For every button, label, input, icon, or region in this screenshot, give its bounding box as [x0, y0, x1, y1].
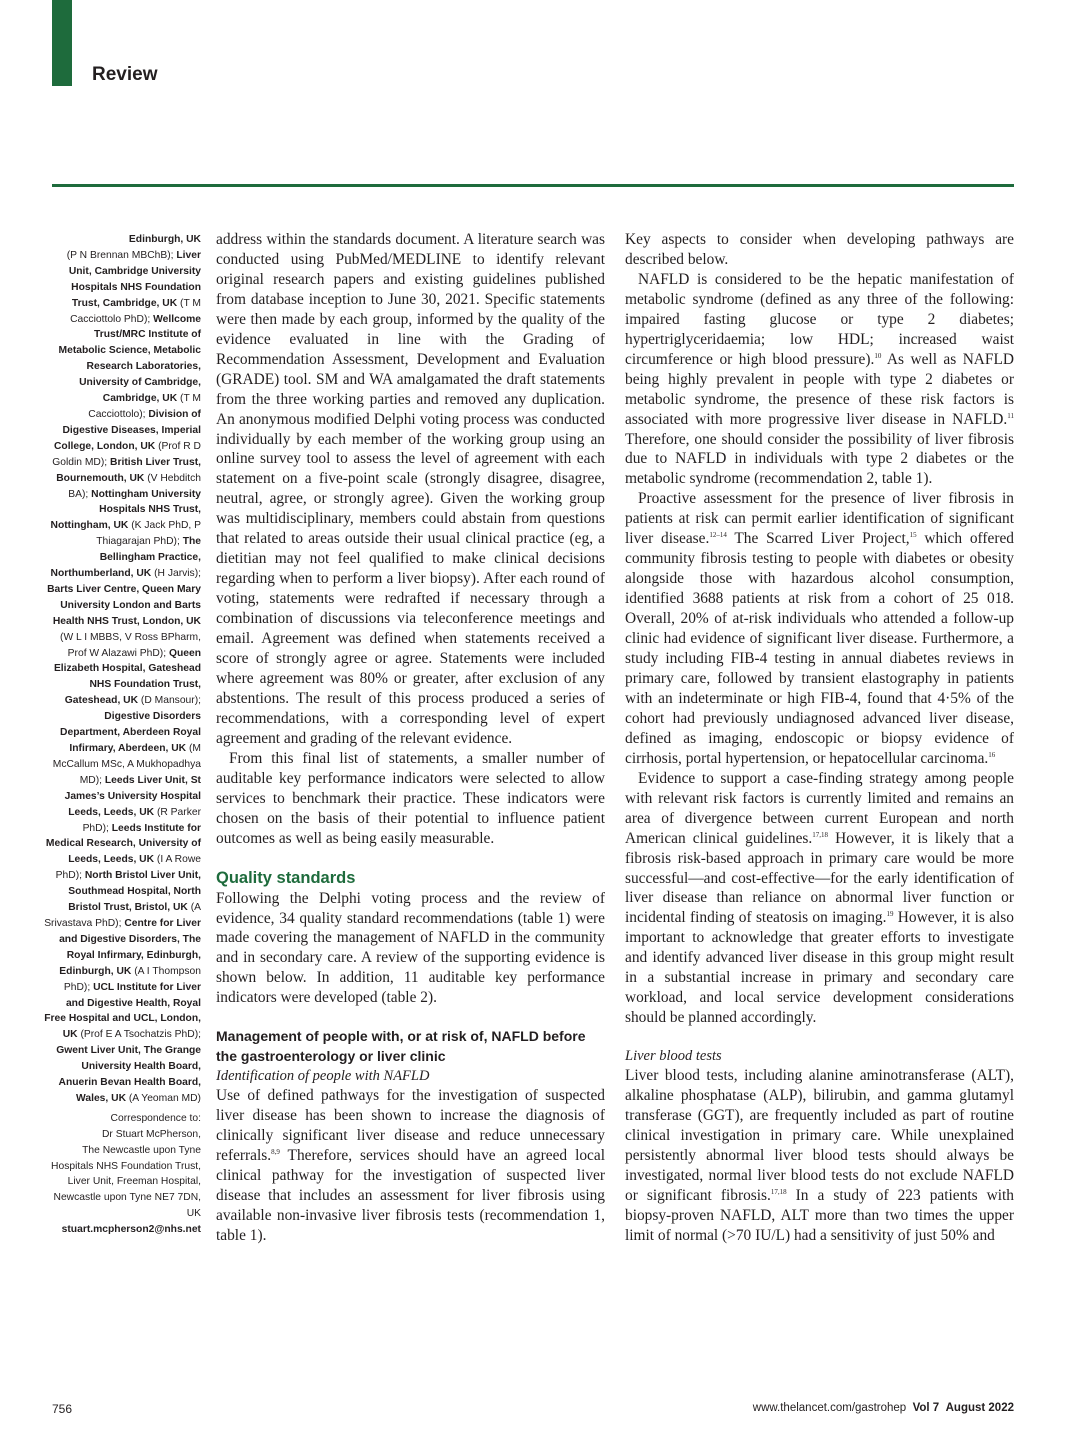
- affiliation-people: (A I Thompson PhD);: [63, 965, 201, 993]
- journal-volume: Vol 7: [912, 1402, 940, 1414]
- text-run: The Scarred Liver Project,: [726, 530, 910, 548]
- affiliation-org: Nottingham University Hospitals NHS Trust, Nottingham, UK: [50, 488, 201, 532]
- reference[interactable]: 19: [886, 910, 894, 919]
- affiliation-people: (Prof E A Tsochatzis PhD);: [77, 1029, 201, 1041]
- affiliation-people: (Prof R D Goldin MD);: [52, 440, 201, 468]
- reference[interactable]: 11: [1007, 411, 1014, 420]
- paragraph: [216, 1086, 605, 1246]
- section-label: Review: [92, 64, 158, 85]
- affiliation-org: Barts Liver Centre, Queen Mary University London and Barts Health NHS Trust, London, UK: [47, 583, 201, 627]
- correspondence-email[interactable]: stuart.mcpherson2@nhs.net: [61, 1224, 201, 1236]
- paragraph: [625, 769, 1014, 1028]
- journal-date: August 2022: [945, 1402, 1014, 1414]
- affiliation-people: (A Srivastava PhD);: [44, 902, 201, 929]
- affiliation-org: UCL Institute for Liver and Digestive Health, Royal Free Hospital and UCL, London, UK: [44, 981, 201, 1041]
- journal-url[interactable]: www.thelancet.com/gastrohep: [752, 1402, 907, 1414]
- affiliation-org: Centre for Liver and Digestive Disorders, The Royal Infirmary, Edinburgh, Edinburgh, UK: [59, 917, 201, 977]
- text-run: Use of defined pathways for the investigation of suspected liver disease has been shown to increase the diagnosis of clinically significant liver disease and reduce unnecessary referrals.: [216, 1087, 605, 1165]
- correspondence-label: Correspondence to:: [110, 1112, 201, 1124]
- subheading-identification: Identification of people with NAFLD: [216, 1068, 430, 1085]
- text-run: However, it is also important to acknowledge that greater efforts to investigate and identify advanced liver disease in this group might result in a substantial increase in primary and secondary care workload, and local service development considerations should be planned accordingly.: [625, 909, 1014, 1027]
- reference[interactable]: 15: [909, 531, 917, 540]
- text-run: Liver blood tests, including alanine aminotransferase (ALT), alkaline phosphatase (ALP), bilirubin, and gamma glutamyl transferase (GGT), are frequently included as part of routine clinical investigation in primary care. While unexplained persistently abnormal liver blood tests should always be investigated, normal liver blood tests do not exclude NAFLD or significant fibrosis.: [625, 1067, 1014, 1204]
- text-run: Proactive assessment for the presence of liver fibrosis in patients at risk can permit earlier identification of significant liver disease.: [625, 490, 1014, 548]
- affiliation-org: Digestive Disorders Department, Aberdeen Royal Infirmary, Aberdeen, UK: [60, 711, 201, 754]
- reference[interactable]: 17,18: [812, 830, 829, 839]
- text-run: Evidence to support a case-finding strategy among people with relevant risk factors is currently limited and remains an area of divergence between current European and north American clinical guidelines.: [625, 769, 1014, 847]
- reference[interactable]: 16: [988, 750, 996, 759]
- correspondence: [44, 1111, 201, 1238]
- affiliation-org: Leeds Liver Unit, St James’s University Hospital Leeds, Leeds, UK: [64, 774, 201, 818]
- correspondence-name: Dr Stuart McPherson,: [102, 1128, 201, 1140]
- affiliation-people: (P N Brennan MBChB);: [66, 249, 177, 261]
- header-rule: [52, 184, 1014, 187]
- affiliation-people: (M McCallum MSc, A Mukhopadhya MD);: [52, 743, 201, 786]
- affiliation-org: Liver Unit, Cambridge University Hospitals NHS Foundation Trust, Cambridge, UK: [68, 249, 201, 309]
- reference[interactable]: 8,9: [271, 1148, 280, 1157]
- paragraph: From this final list of statements, a smaller number of auditable key performance indicators were selected to allow services to benchmark their practice. These indicators were chosen on the basis of their potential to influence patient outcomes as well as being easily measurable.: [216, 749, 605, 847]
- text-run: Therefore, one should consider the possibility of liver fibrosis due to NAFLD in individuals with type 2 diabetes or the metabolic syndrome (recommendation 2, table 1).: [625, 430, 1014, 488]
- text-column-1: [216, 230, 605, 1246]
- page-number: 756: [52, 1402, 73, 1416]
- affiliation-people: (I A Rowe PhD);: [55, 854, 201, 882]
- affiliation-people: (K Jack PhD, P Thiagarajan PhD);: [96, 520, 201, 548]
- paragraph: [625, 270, 1014, 489]
- paragraph: address within the standards document. A literature search was conducted using PubMed/MEDLINE to identify relevant original research papers and existing guidelines published from database inception to June 30, 2021. Specific statements were then made by each group, informed by the quality of the evidence evaluated in line with the Grading of Recommendation Assessment, Development and Evaluation (GRADE) tool. SM and WA amalgamated the draft statements from the three working parties and removed any duplication. An anonymous modified Delphi voting process was conducted individually by each member of the working group using an online survey tool to assess the level of agreement with each statement on a five-point scale (strongly disagree, disagree, neutral, agree, or strongly agree). Given the working group was multidisciplinary, members could abstain from questions that related to areas outside their usual clinical practice (eg, a dietitian may not feel qualified to make clinical decisions regarding when to perform a liver biopsy). After each round of voting, statements were redrafted if necessary through a combination of discussions via teleconference meetings and email. Agreement was defined when statements received a score of strongly agree or agree. Statements were included where agreement was 80% or greater, after exclusion of any abstentions. The result of this process produced a series of recommendations, with a corresponding level of expert agreement and grading of the relevant evidence.: [216, 231, 605, 747]
- affiliation-org: British Liver Trust, Bournemouth, UK: [56, 456, 201, 484]
- subheading-management: Management of people with, or at risk of, NAFLD before the gastroenterology or liver clinic: [216, 1028, 586, 1065]
- affiliation-people: (V Hebditch BA);: [68, 472, 201, 500]
- text-column-2: [625, 230, 1014, 1246]
- subheading-liver-blood-tests: Liver blood tests: [625, 1048, 722, 1065]
- affiliation-org: Division of Digestive Diseases, Imperial College, London, UK: [53, 408, 201, 452]
- affiliation-org: Gwent Liver Unit, The Grange University Health Board, Anuerin Bevan Health Board, Wales, UK: [56, 1045, 201, 1104]
- affiliation-people: (W L I MBBS, V Ross BPharm, Prof W Alazawi PhD);: [60, 631, 201, 659]
- affiliation-people: (H Jarvis);: [151, 568, 201, 580]
- affiliation-org: Leeds Institute for Medical Research, University of Leeds, Leeds, UK: [45, 822, 201, 866]
- paragraph: [625, 489, 1014, 768]
- affiliation-people: (T M Cacciottolo PhD);: [70, 297, 201, 325]
- affiliation-org: Queen Elizabeth Hospital, Gateshead NHS Foundation Trust, Gateshead, UK: [53, 647, 201, 707]
- text-run: which offered community fibrosis testing to people with diabetes or obesity alongside those with hazardous alcohol consumption, identified 3688 patients at risk from a cohort of 25 018. Overall, 20% of at-risk individuals who attended a follow-up clinic had evidence of significant liver disease. Furthermore, a study including FIB-4 testing in annual diabetes reviews in primary care, followed by transient elastography in patients with an indeterminate or high FIB-4, found that 4·5% of the cohort had previously undiagnosed advanced liver disease, defined as imaging, endoscopic or biopsy evidence of cirrhosis, portal hypertension, or hepatocellular carcinoma.: [625, 530, 1015, 767]
- text-run: However, it is likely that a fibrosis risk-based approach in primary care would be more successful—and cost-effective—for the early identification of liver disease than reliance on abnormal liver function or incidental finding of steatosis on imaging.: [625, 829, 1014, 927]
- text-run: NAFLD is considered to be the hepatic manifestation of metabolic syndrome (defined as any three of the following: impaired fasting glucose or type 2 diabetes; hypertriglyceridaemia; low HDL; increased waist circumference or high blood pressure).: [625, 270, 1014, 368]
- affiliation-people: (D Mansour);: [138, 695, 201, 707]
- paragraph: [625, 1066, 1014, 1246]
- affiliation-people: (R Parker PhD);: [82, 806, 201, 834]
- section-color-bar: [52, 0, 72, 86]
- affiliation-org: Edinburgh, UK: [128, 234, 201, 245]
- correspondence-address: The Newcastle upon Tyne Hospitals NHS Foundation Trust, Liver Unit, Freeman Hospital, Newcastle upon Tyne NE7 7DN, UK: [51, 1144, 201, 1220]
- affiliation-people: (A Yeoman MD): [126, 1092, 201, 1104]
- reference[interactable]: 10: [874, 351, 882, 360]
- affiliation-org: The Bellingham Practice, Northumberland, UK: [50, 536, 201, 580]
- footer-citation: [753, 1402, 1014, 1414]
- section-heading-quality-standards: Quality standards: [216, 868, 356, 887]
- affiliation-people: (T M Cacciottolo);: [88, 393, 201, 420]
- text-run: Therefore, services should have an agreed local clinical pathway for the investigation of suspected liver disease that includes an assessment for liver fibrosis using available non-invasive liver fibrosis tests (recommendation 1, table 1).: [216, 1147, 605, 1244]
- affiliation-org: Wellcome Trust/MRC Institute of Metabolic Science, Metabolic Research Laboratories, University of Cambridge, Cambridge, UK: [58, 313, 201, 405]
- text-run: In a study of 223 patients with biopsy-proven NAFLD, ALT more than two times the upper limit of normal (>70 IU/L) had a sensitivity of just 50% and: [625, 1186, 1014, 1244]
- affiliation-org: North Bristol Liver Unit, Southmead Hospital, North Bristol Trust, Bristol, UK: [68, 870, 201, 914]
- reference[interactable]: 17,18: [770, 1187, 787, 1196]
- reference[interactable]: 12–14: [709, 531, 727, 540]
- paragraph: Key aspects to consider when developing pathways are described below.: [625, 231, 1014, 268]
- affiliation-list: [44, 232, 201, 1107]
- paragraph: Following the Delphi voting process and the review of evidence, 34 quality standard recommendations (table 1) were made covering the management of NAFLD in the community and in secondary care. A review of the supporting evidence is shown below. In addition, 11 auditable key performance indicators were developed (table 2).: [216, 889, 605, 1007]
- text-run: As well as NAFLD being highly prevalent in people with type 2 diabetes or metabolic syndrome, the presence of these risk factors is associated with more progressive liver disease in NAFLD.: [625, 350, 1014, 428]
- affiliations-sidebar: [44, 232, 201, 1238]
